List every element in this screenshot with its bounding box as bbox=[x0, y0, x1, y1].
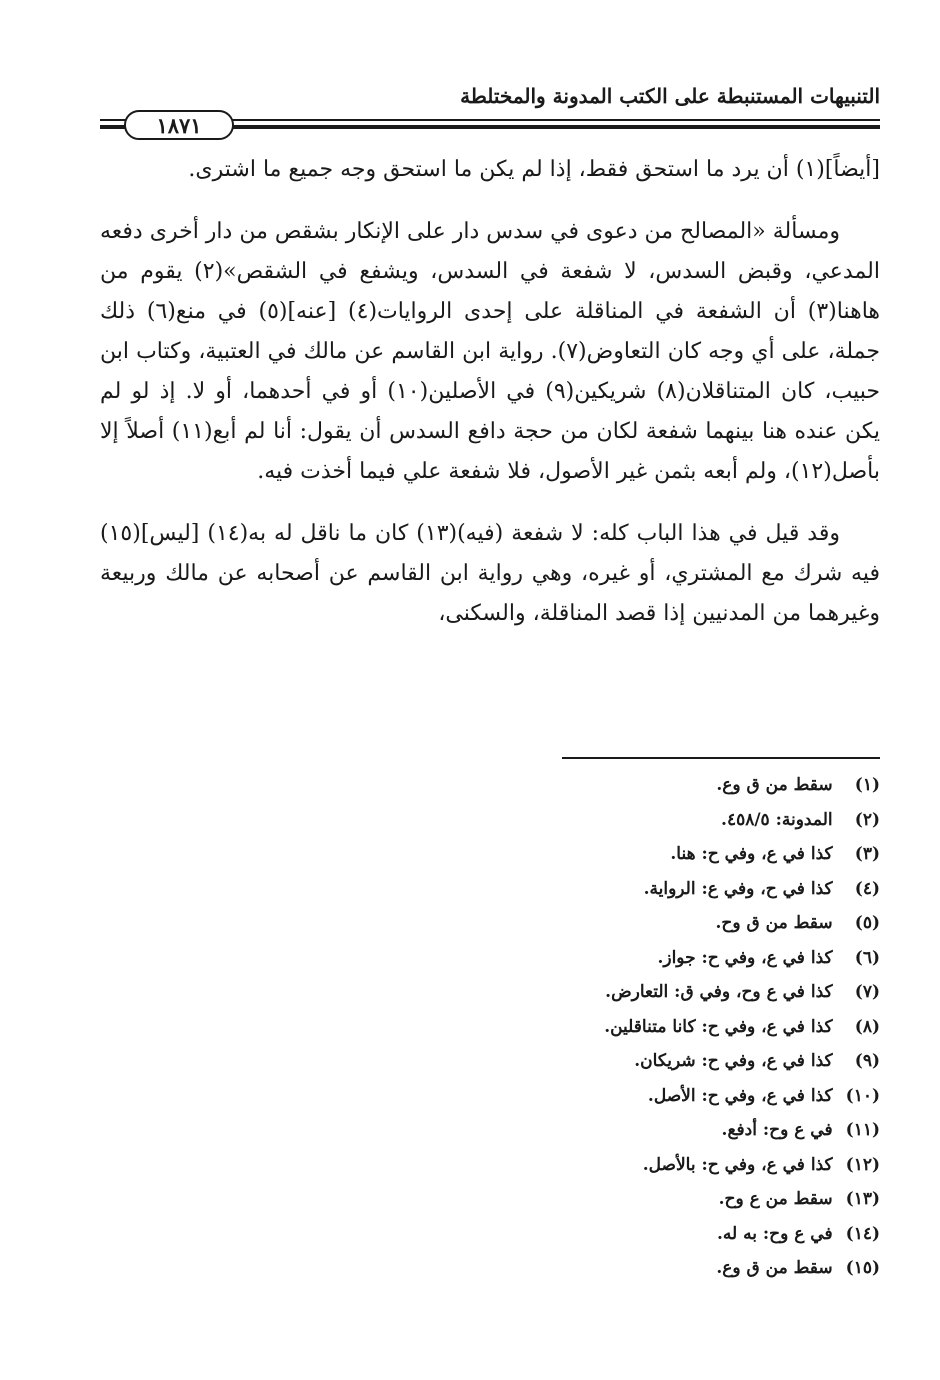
page-number-badge: ١٨٧١ bbox=[124, 110, 234, 140]
footnote-text: في ع وح: أدفع. bbox=[721, 1120, 833, 1140]
footnote-text: كذا في ع، وفي ح: الأصل. bbox=[647, 1085, 833, 1106]
footnote-number: (٣) bbox=[854, 844, 880, 864]
footnote-text: سقط من ع وح. bbox=[718, 1189, 833, 1209]
footnote-item bbox=[460, 1182, 880, 1217]
footnote-text: المدونة: ٤٥٨/٥. bbox=[721, 809, 833, 830]
footnote-text: كذا في ع، وفي ح: بالأصل. bbox=[642, 1154, 833, 1175]
footnote-number: (١) bbox=[854, 775, 880, 795]
footnote-number: (٤) bbox=[854, 878, 880, 899]
footnote-item bbox=[460, 941, 880, 976]
footnote-number: (٥) bbox=[854, 913, 880, 933]
footnote-number: (٧) bbox=[854, 982, 880, 1002]
footnote-number: (١٣) bbox=[845, 1189, 880, 1209]
footnote-text: سقط من ق وع. bbox=[716, 775, 833, 795]
footnote-item bbox=[460, 975, 880, 1010]
main-text bbox=[100, 150, 880, 634]
footnote-item bbox=[460, 872, 880, 907]
running-header-title: التنبيهات المستنبطة على الكتب المدونة والمختلطة bbox=[460, 84, 880, 108]
footnote-item bbox=[460, 768, 880, 803]
footnote-item bbox=[460, 837, 880, 872]
footnote-number: (١١) bbox=[845, 1120, 880, 1140]
body-paragraph-2: ومسألة «المصالح من دعوى في سدس دار على الإنكار بشقص من دار أخرى دفعه المدعي، وقبض السدس، لا شفعة في السدس، ويشفع في الشقص»(٢) يقوم من هاهنا(٣) أن الشفعة في المناقلة على إحدى الروايات(٤) [عنه](٥) في منع(٦) ذلك جملة، على أي وجه كان التعاوض(٧). رواية ابن القاسم عن مالك في العتبية، وكتاب ابن حبيب، كان المتناقلان(٨) شريكين(٩) في الأصلين(١٠) أو في أحدهما، أو لا. إذ لو لم يكن عنده هنا بينهما شفعة لكان من حجة دافع السدس أن يقول: أنا لم أبع(١١) أصلاً إلا بأصل(١٢)، ولم أبعه بثمن غير الأصول، فلا شفعة علي فيما أخذت فيه. bbox=[100, 219, 881, 484]
footnote-item bbox=[460, 1113, 880, 1148]
body-paragraph-3: وقد قيل في هذا الباب كله: لا شفعة (فيه)(١٣) كان ما ناقل له به(١٤) [ليس](١٥) فيه شرك مع المشتري، أو غيره، وهي رواية ابن القاسم عن أصحابه عن مالك وربيعة وغيرهما من المدنيين إذا قصد المناقلة، والسكنى، bbox=[100, 521, 880, 626]
footnote-text: كذا في ع، وفي ح: شريكان. bbox=[634, 1051, 833, 1071]
footnote-number: (٢) bbox=[854, 809, 880, 830]
footnote-item bbox=[460, 1079, 880, 1114]
footnote-number: (٨) bbox=[854, 1016, 880, 1037]
footnote-item bbox=[460, 1010, 880, 1045]
footnote-text: كذا في ع وح، وفي ق: التعارض. bbox=[605, 982, 833, 1002]
footnote-text: كذا في ع، وفي ح: جواز. bbox=[657, 947, 833, 968]
footnote-item bbox=[460, 1148, 880, 1183]
footnote-number: (١٤) bbox=[845, 1223, 880, 1244]
footnote-text: سقط من ق وع. bbox=[716, 1258, 833, 1278]
footnote-number: (١٥) bbox=[845, 1258, 880, 1278]
footnote-number: (١٠) bbox=[845, 1085, 880, 1106]
footnote-item bbox=[460, 1044, 880, 1079]
footnote-number: (١٢) bbox=[845, 1154, 880, 1175]
footnote-item bbox=[460, 906, 880, 941]
footnotes-list bbox=[460, 768, 880, 1286]
footnote-text: كذا في ع، وفي ح: كانا متناقلين. bbox=[604, 1016, 833, 1037]
footnote-text: كذا في ع، وفي ح: هنا. bbox=[670, 844, 833, 864]
footnote-separator bbox=[562, 757, 880, 759]
footnote-text: سقط من ق وح. bbox=[715, 913, 833, 933]
footnote-text: في ع وح: به له. bbox=[716, 1223, 833, 1244]
footnote-number: (٩) bbox=[854, 1051, 880, 1071]
body-paragraph-1: [أيضاً](١) أن يرد ما استحق فقط، إذا لم يكن ما استحق وجه جميع ما اشترى. bbox=[188, 157, 880, 182]
footnote-item bbox=[460, 1217, 880, 1252]
footnote-number: (٦) bbox=[854, 947, 880, 968]
footnote-item bbox=[460, 1251, 880, 1286]
footnote-item bbox=[460, 803, 880, 838]
footnote-text: كذا في ح، وفي ع: الرواية. bbox=[643, 878, 833, 899]
